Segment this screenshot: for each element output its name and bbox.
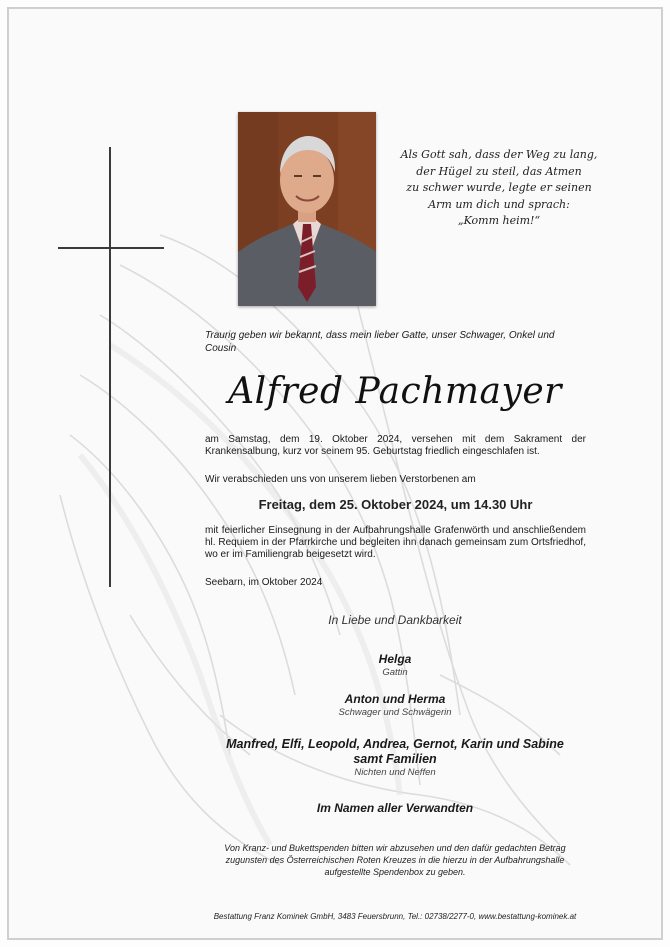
mourner-relation: Nichten und Neffen xyxy=(354,767,436,778)
poem xyxy=(392,147,606,230)
poem-line: „Komm heim!“ xyxy=(457,214,541,227)
mourner-in-laws xyxy=(150,692,640,719)
ceremony-details: mit feierlicher Einsegnung in der Aufbahrungshalle Grafenwörth und anschließendem hl. Requiem in der Pfarrkirche und begleiten ihn danach gemeinsam zum Ortsfriedhof, wo er im Familiengrab beigesetzt wird. xyxy=(205,525,586,560)
death-notice: am Samstag, dem 19. Oktober 2024, versehen mit dem Sakrament der Krankensalbung, kurz vor seinem 95. Geburtstag friedlich eingeschlafen ist. xyxy=(205,434,586,457)
mourner-name-families: samt Familien xyxy=(353,752,437,766)
announcement-intro: Traurig geben wir bekannt, dass mein lieber Gatte, unser Schwager, Onkel und Cousin xyxy=(205,330,555,354)
farewell-intro: Wir verabschieden uns von unserem lieben Verstorbenen am xyxy=(205,474,476,485)
portrait-photo xyxy=(238,112,376,306)
mourner-name: Helga xyxy=(378,652,412,666)
funeral-home-imprint: Bestattung Franz Kominek GmbH, 3483 Feuersbrunn, Tel.: 02738/2277-0, www.bestattung-kominek.at xyxy=(213,912,577,921)
mourner-spouse xyxy=(150,652,640,679)
mourner-relation: Gattin xyxy=(382,667,408,678)
poem-line: Arm um dich und sprach: xyxy=(428,197,570,211)
poem-line: der Hügel zu steil, das Atmen xyxy=(416,164,582,178)
mourner-name: Manfred, Elfi, Leopold, Andrea, Gernot, Karin und Sabine xyxy=(226,737,564,751)
poem-line: Als Gott sah, dass der Weg zu lang, xyxy=(400,148,598,161)
place-date: Seebarn, im Oktober 2024 xyxy=(205,577,323,588)
mourner-nieces-nephews xyxy=(150,737,640,779)
mourner-name: Anton und Herma xyxy=(344,692,446,706)
mourner-relation: Schwager und Schwägerin xyxy=(338,707,452,718)
deceased-name: Alfred Pachmayer xyxy=(228,371,562,412)
relatives-line: Im Namen aller Verwandten xyxy=(316,801,474,815)
love-line: In Liebe und Dankbarkeit xyxy=(328,613,462,627)
donation-note: Von Kranz- und Bukettspenden bitten wir abzusehen und den dafür gedachten Betrag zugunsten des Österreichischen Roten Kreuzes in die hierzu in der Aufbahrungshalle aufgestellte Spendenbox zu geben. xyxy=(224,843,566,877)
poem-line: zu schwer wurde, legte er seinen xyxy=(406,181,592,194)
funeral-date: Freitag, dem 25. Oktober 2024, um 14.30 Uhr xyxy=(258,497,533,512)
